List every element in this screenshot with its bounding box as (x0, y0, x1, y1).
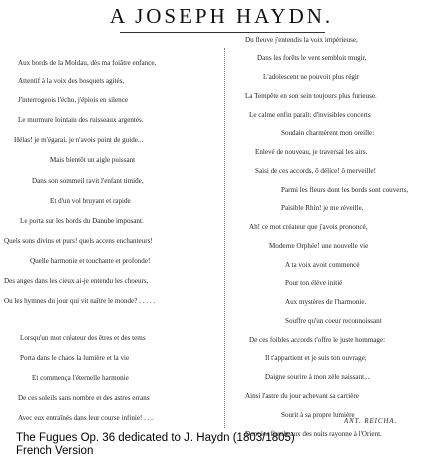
page-title: A JOSEPH HAYDN. (109, 4, 334, 28)
left-poem-line: Attentif à la voix des bosquets agités, (18, 77, 125, 85)
left-poem-line: Et d'un vol bruyant et rapide (50, 197, 131, 205)
right-poem-line: Du fleuve j'entendis la voix impérieuse, (245, 36, 358, 44)
left-poem-line: Mais bientôt un aigle puissant (50, 156, 136, 164)
left-poem-line: Quelle harmonie et touchante et profonde! (30, 257, 151, 265)
right-poem-line: A ta voix avoit commencé (285, 261, 360, 269)
right-poem-line: Moderne Orphée! une nouvelle vie (269, 242, 369, 250)
left-poem-line: Porta dans le chaos la lumière et la vie (20, 354, 130, 362)
right-poem-line: Soudain charmèrent mon oreille: (281, 129, 375, 137)
left-poem-line: Et commença l'éternelle harmonie (32, 374, 129, 382)
right-poem-line: L'adolescent ne pouvoit plus régir (263, 73, 360, 81)
right-poem-line: De ces foibles accords t'offre le juste hommage: (249, 336, 386, 344)
author-signature: ANT. REICHA. (344, 418, 398, 425)
right-poem-line: Aux mystères de l'harmonie. (285, 298, 367, 306)
right-poem-line: Ah! ce mot créateur que j'avois prononcé, (249, 223, 368, 231)
left-poem-line: Hélas! je m'égarai, je n'avois point de guide... (14, 136, 144, 144)
right-poem-line: Ainsi l'astre du jour achevant sa carrière (245, 392, 359, 400)
right-poem-line: Il t'appartient et je suis ton ouvrage; (265, 354, 367, 362)
right-poem-line: Saisi de ces accords, ô délice! ô merveille! (255, 167, 376, 175)
left-poem-line: Avec eux entraînés dans leur course infinie! . . . (18, 414, 153, 422)
left-poem-line: De ces soleils sans nombre et des astres errans (18, 394, 150, 402)
title-underline (120, 32, 325, 33)
right-poem-line: Le calme enfin paraît: d'invisibles concerts (249, 111, 371, 119)
left-poem-line: Le murmure lointain des ruisseaux argentés. (18, 116, 144, 124)
left-poem-line: J'interrogeois l'écho, j'épiois en silence (18, 96, 129, 104)
right-poem-line: La Tempête en son sein toujours plus furieuse. (245, 92, 377, 100)
left-poem-line: Ou les hymnes du jour qui vit naître le monde? . . . . . (4, 297, 156, 305)
left-poem-line: Le porta sur les bords du Danube imposant. (20, 217, 144, 225)
left-poem-line: Dans son sommeil ravit l'enfant timide, (32, 177, 144, 185)
right-poem-line: Paisible Rhin! je me réveille. (281, 204, 364, 212)
left-poem-line: Des anges dans les cieux ai-je entendu les choeurs, (4, 277, 149, 285)
left-poem-line: Quels sons divins et purs! quels accens enchanteurs! (4, 237, 153, 245)
left-poem-line: Aux bords de la Moldau, dès ma foiâtre enfance, (18, 59, 157, 67)
column-divider (224, 48, 225, 428)
right-poem-line: Souffre qu'un coeur reconnoissant (285, 317, 382, 325)
right-poem-line: Parmi les fleurs dont les bords sont couverts, (281, 186, 409, 194)
right-poem-line: Sourit à sa propre lumière (281, 411, 355, 419)
left-poem-line: Lorsqu'un mot créateur des êtres et des tems (20, 334, 146, 342)
right-poem-line: Enlevé de nouveau, je traversai les airs. (255, 148, 368, 156)
right-poem-line: Dans les forêts le vent sembloit mugir, (257, 54, 367, 62)
right-poem-line: Pour ton élève initié (285, 279, 343, 287)
right-poem-line: Dont les flambeaux des nuits rayonne à l'Orient. (245, 430, 382, 438)
caption-line-2: French Version (16, 445, 94, 457)
right-poem-line: Daigne sourire à mon zèle naissant... (265, 373, 370, 381)
caption-line-1: The Fugues Op. 36 dedicated to J. Haydn (1803/1805) (16, 432, 295, 444)
